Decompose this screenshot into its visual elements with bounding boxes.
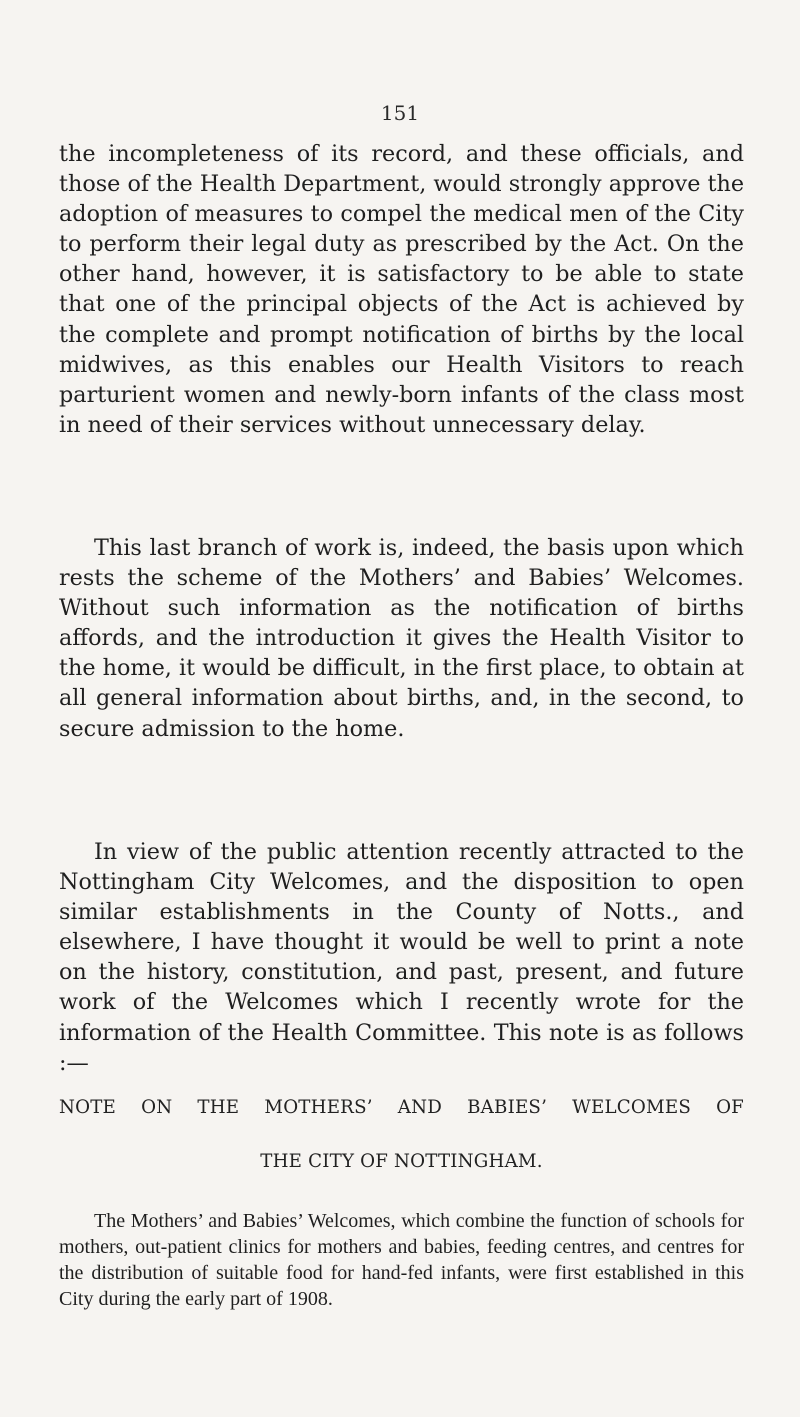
paragraph-1: the incompleteness of its record, and these officials, and those of the Health Department, would strongly approve the adoption of measures to compel the medical men of the City to perform their legal duty as prescribed by the Act. On the other hand, however, it is satisfactory to be able to state that one of the principal objects of the Act is achieved by the complete and prompt notification of births by the local midwives, as this enables our Health Visitors to reach parturient women and newly-born infants of the class most in need of their services without unnecessary delay. [59,141,745,438]
note-paragraph: The Mothers’ and Babies’ Welcomes, which combine the function of schools for mothers, out-patient clinics for mothers and babies, feeding centres, and centres for the distribution of suitable food for hand-fed infants, were first established in this City during the early part of 1908. [59,1210,744,1311]
note-heading-line-2: THE CITY OF NOTTINGHAM. [260,1151,543,1172]
note-heading-line-1: NOTE ON THE MOTHERS’ AND BABIES’ WELCOMES OF [59,1097,744,1118]
paragraph-2: This last branch of work is, indeed, the basis upon which rests the scheme of the Mothers’ and Babies’ Welcomes. Without such information as the notification of births affords, and the introduction it gives the Health Visitor to the home, it would be difficult, in the first place, to obtain at all general information about births, and, in the second, to secure admission to the home. [59,535,744,742]
page-number: 151 [380,101,420,125]
paragraph-3: In view of the public attention recently attracted to the Nottingham City Welcomes, and the disposition to open similar establishments in the County of Notts., and elsewhere, I have thought it would be well to print a note on the history, constitution, and past, present, and future work of the Welcomes which I recently wrote for the information of the Health Committee. This note is as follows :— [59,839,744,1076]
